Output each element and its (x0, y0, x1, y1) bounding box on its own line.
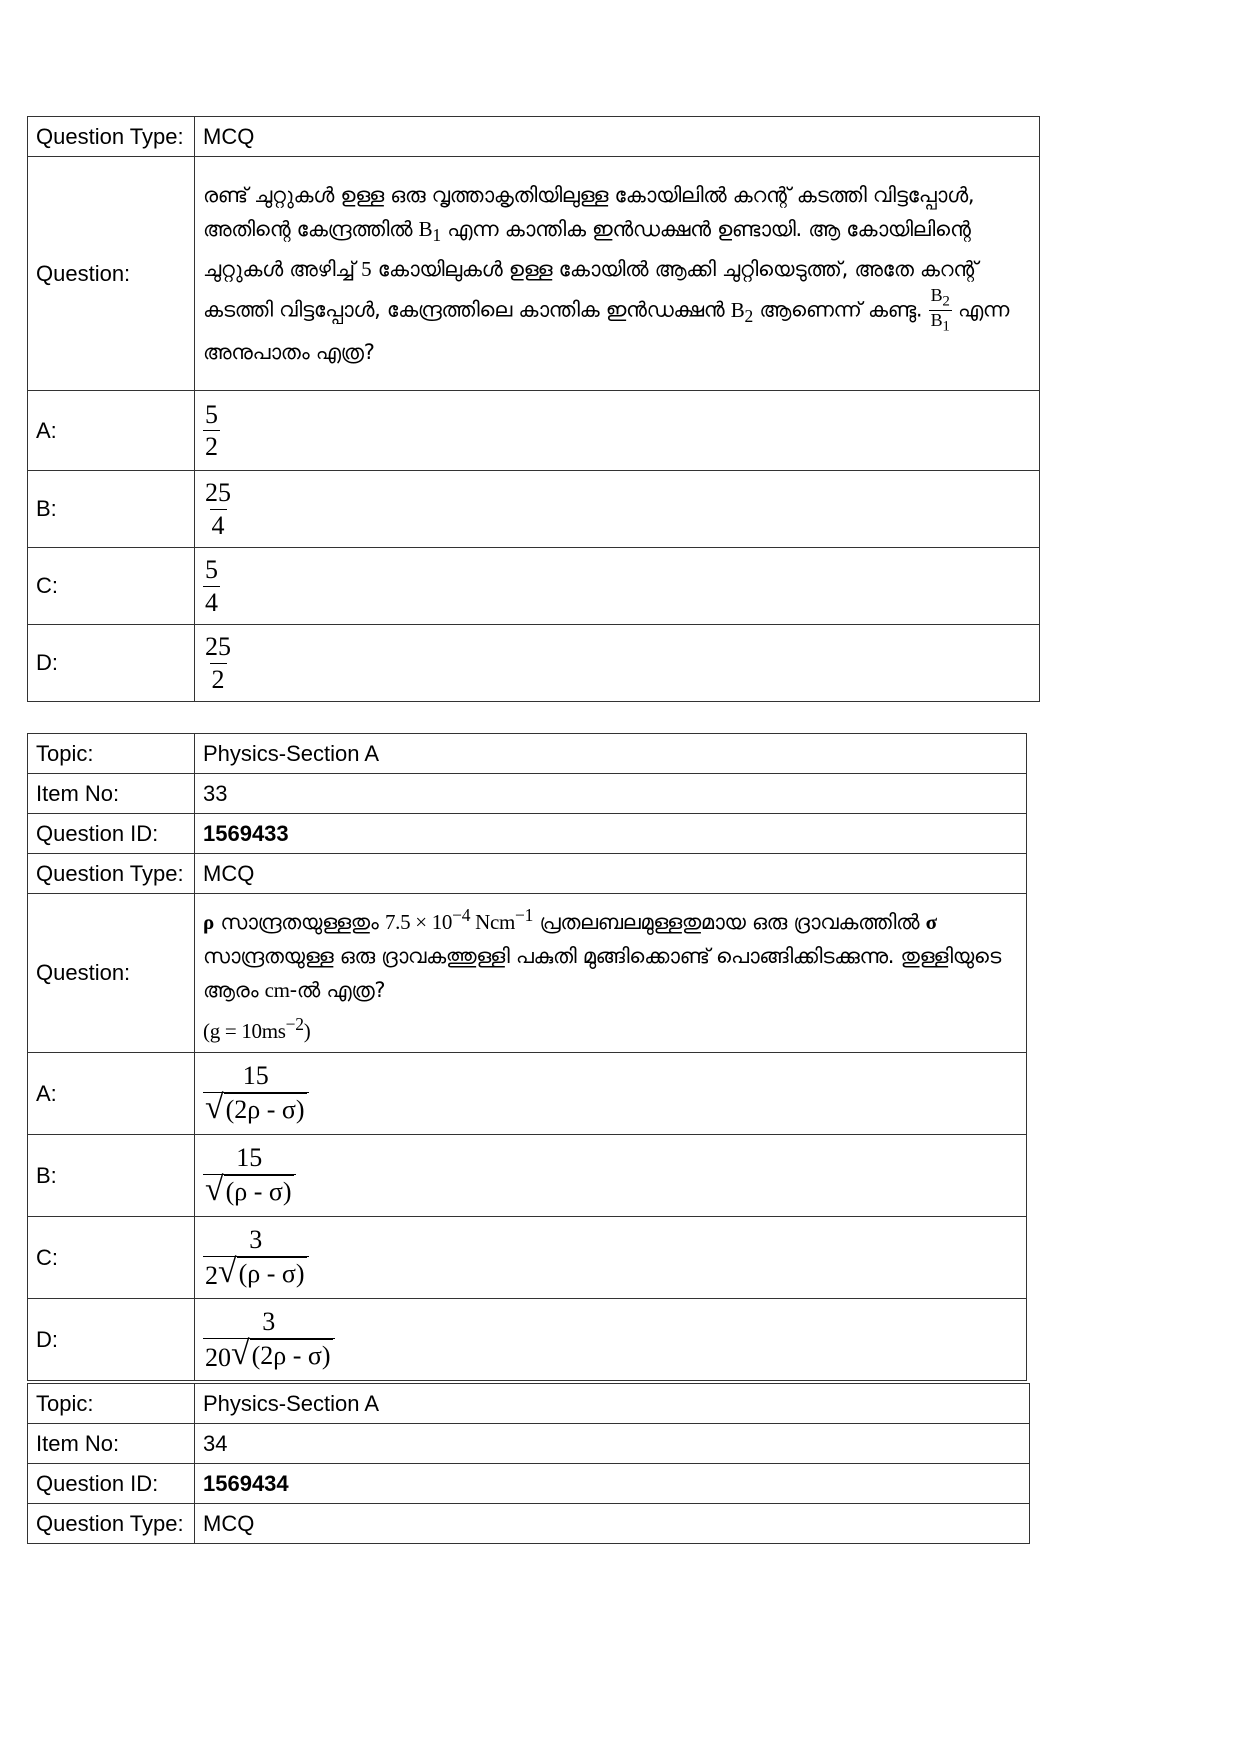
option-b-radicand: (ρ - σ) (224, 1175, 294, 1209)
option-c-fraction: 3 2 √ (ρ - σ) (203, 1224, 309, 1290)
question-text-part: രണ്ട് ചുറ്റുകൾ ഉള്ള ഒരു വൃത്താകൃതിയിലുള്ള കോയിലിൽ കറന്റ് കടത്തി വിട്ടപ്പോൾ, അതിന്റെ കേന്ദ്രത്തിൽ (203, 182, 975, 241)
symbol-b1: B (418, 216, 433, 241)
ratio-denominator: B (930, 310, 943, 331)
question-block-34 (27, 1383, 1030, 1544)
question-text-part: ആണെന്ന് കണ്ടു. (759, 297, 923, 322)
gravity-exp: −2 (285, 1014, 304, 1034)
surface-tension-exp: −4 (452, 905, 471, 925)
symbol-b2: B (730, 297, 745, 322)
symbol-b2-sub: 2 (744, 305, 753, 326)
surface-tension-value: 7.5 × 10 (384, 910, 453, 934)
option-a-radicand: (2ρ - σ) (224, 1093, 307, 1127)
question-id-value: 1569434 (195, 1464, 1030, 1504)
item-no-label: Item No: (28, 1424, 195, 1464)
option-c-numerator: 5 (205, 555, 218, 585)
option-a-denominator: 2 (205, 432, 218, 461)
ratio-numerator: B (930, 285, 943, 305)
option-d (195, 1299, 1027, 1381)
option-d-label: D: (28, 1299, 195, 1381)
unit-cm: cm (264, 978, 290, 1002)
option-b-fraction (203, 477, 233, 540)
question-type-label: Question Type: (28, 854, 195, 894)
option-a-fraction: 15 √ (2ρ - σ) (203, 1060, 309, 1126)
symbol-rho: ρ (203, 910, 214, 934)
ratio-numerator-sub: 2 (942, 293, 950, 310)
option-c-radicand: (ρ - σ) (237, 1257, 307, 1291)
ratio-fraction (929, 286, 952, 335)
option-d-label: D: (28, 625, 195, 702)
question-text-part: എന്ന കാന്തിക ഇൻഡക്ഷൻ ഉണ്ടായി. ആ കോയിലിന്റെ ചുറ്റുകൾ അഴിച്ച് (203, 216, 971, 281)
option-b (195, 471, 1040, 548)
question-text-part: എന്ന അനുപാതം എത്ര? (203, 297, 1010, 365)
option-a (195, 391, 1040, 471)
option-a-numerator: 5 (205, 399, 218, 429)
option-d-coefficient: 20 (205, 1342, 231, 1372)
gravity-close: ) (303, 1019, 311, 1043)
question-text-part: -ൽ എത്ര? (289, 978, 386, 1002)
option-c-denominator: 4 (205, 587, 218, 617)
symbol-b1-sub: 1 (432, 225, 441, 245)
option-d (195, 625, 1040, 702)
question-label: Question: (28, 157, 195, 391)
question-id-label: Question ID: (28, 814, 195, 854)
gravity-text: (g = 10ms (203, 1019, 286, 1043)
ratio-denominator-sub: 1 (942, 318, 950, 335)
item-no-label: Item No: (28, 774, 195, 814)
surface-tension-unit: Ncm (475, 910, 516, 934)
option-c-label: C: (28, 548, 195, 625)
option-b-numerator: 25 (205, 478, 231, 508)
question-type-value: MCQ (195, 1504, 1030, 1544)
option-b-denominator: 4 (211, 510, 225, 540)
question-text-part: സാന്ദ്രതയുള്ള ഒരു ദ്രാവകത്തുള്ളി പകുതി മുങ്ങിക്കൊണ്ട് പൊങ്ങിക്കിടക്കുന്നു. തുള്ളിയുടെ ആരം (203, 944, 1001, 1002)
option-a-numerator: 15 (242, 1061, 269, 1091)
option-c-label: C: (28, 1217, 195, 1299)
option-c-coefficient: 2 (205, 1260, 218, 1290)
question-text (195, 157, 1040, 391)
option-c (195, 548, 1040, 625)
option-d-fraction: 3 20 √ (2ρ - σ) (203, 1306, 335, 1372)
question-type-label: Question Type: (28, 117, 195, 157)
question-text-part: പ്രതലബലമുള്ളതുമായ ഒരു ദ്രാവകത്തിൽ (539, 910, 920, 934)
option-b (195, 1135, 1027, 1217)
question-type-value: MCQ (195, 117, 1040, 157)
question-type-value: MCQ (195, 854, 1027, 894)
option-c-fraction (203, 554, 220, 617)
number-five: 5 (361, 257, 372, 281)
option-d-fraction (203, 631, 233, 694)
option-d-denominator: 2 (211, 664, 225, 694)
topic-value: Physics-Section A (195, 1384, 1030, 1424)
topic-value: Physics-Section A (195, 734, 1027, 774)
option-c (195, 1217, 1027, 1299)
option-b-label: B: (28, 1135, 195, 1217)
item-no-value: 34 (195, 1424, 1030, 1464)
symbol-sigma: σ (925, 910, 937, 934)
question-id-value: 1569433 (195, 814, 1027, 854)
question-text-part: സാന്ദ്രതയുള്ളതും (220, 910, 379, 934)
option-b-numerator: 15 (236, 1143, 263, 1173)
question-block-32 (27, 116, 1040, 702)
option-d-numerator: 3 (262, 1307, 276, 1337)
option-c-numerator: 3 (249, 1225, 263, 1255)
surface-tension-unit-exp: −1 (515, 905, 534, 925)
option-a (195, 1053, 1027, 1135)
question-text-part: കോയിലുകൾ ഉള്ള കോയിൽ ആക്കി ചുറ്റിയെടുത്ത്, അതേ കറന്റ് കടത്തി വിട്ടപ്പോൾ, കേന്ദ്രത്തിലെ കാന്തിക ഇൻഡക്ഷൻ (203, 257, 978, 322)
gravity-note (203, 1014, 311, 1043)
option-b-fraction: 15 √ (ρ - σ) (203, 1142, 296, 1208)
question-text (195, 894, 1027, 1053)
question-id-label: Question ID: (28, 1464, 195, 1504)
question-type-label: Question Type: (28, 1504, 195, 1544)
item-no-value: 33 (195, 774, 1027, 814)
option-a-fraction (203, 399, 220, 462)
option-d-radicand: (2ρ - σ) (250, 1339, 333, 1373)
option-a-label: A: (28, 1053, 195, 1135)
option-d-numerator: 25 (205, 632, 231, 662)
topic-label: Topic: (28, 1384, 195, 1424)
question-block-33 (27, 733, 1027, 1381)
topic-label: Topic: (28, 734, 195, 774)
question-label: Question: (28, 894, 195, 1053)
option-b-label: B: (28, 471, 195, 548)
option-a-label: A: (28, 391, 195, 471)
